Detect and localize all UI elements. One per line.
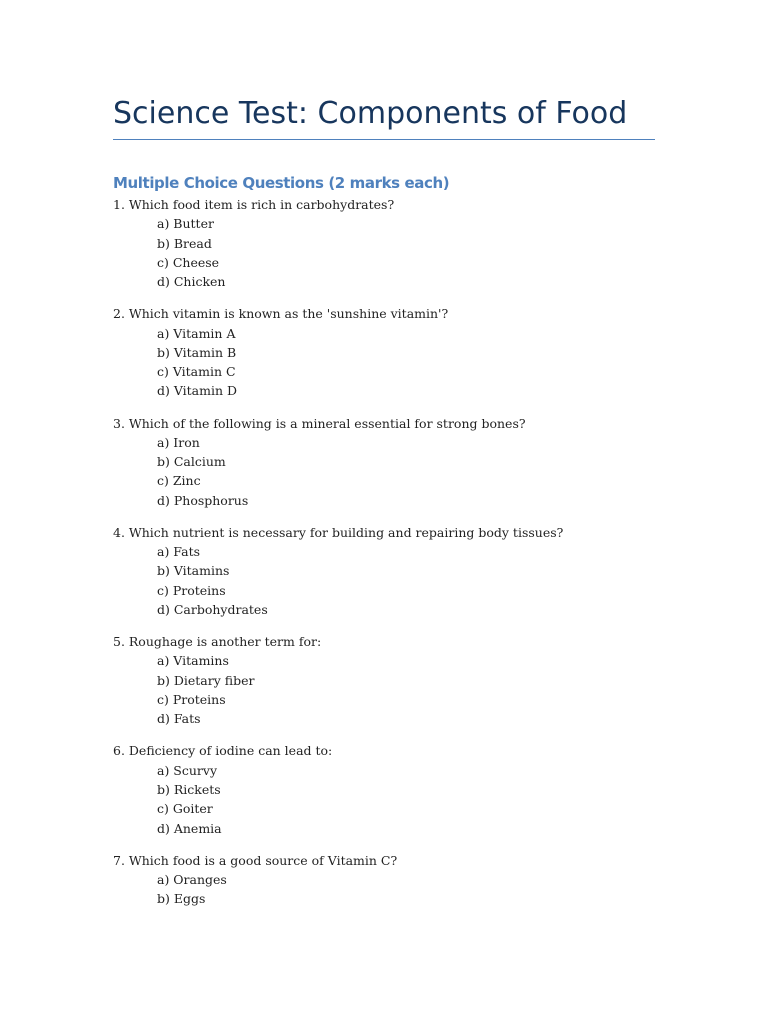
option-c: c) Proteins (157, 692, 226, 708)
option-b: b) Vitamin B (157, 344, 237, 360)
question-5 (113, 632, 673, 728)
option-list (157, 214, 673, 291)
option-d: d) Chicken (157, 274, 226, 290)
option-c: c) Proteins (157, 582, 226, 598)
option-b: b) Rickets (157, 782, 221, 797)
option-b: b) Dietary fiber (157, 672, 255, 688)
question-text: 4. Which nutrient is necessary for building and repairing body tissues? (113, 524, 564, 540)
option-a: a) Oranges (157, 871, 227, 887)
question-7 (113, 851, 673, 909)
option-a: a) Vitamins (157, 653, 229, 669)
option-a: a) Scurvy (157, 762, 218, 778)
option-c: c) Goiter (157, 801, 213, 817)
option-b: b) Calcium (157, 454, 226, 470)
question-text: 3. Which of the following is a mineral essential for strong bones? (113, 415, 526, 431)
question-6 (113, 741, 673, 837)
option-a: a) Butter (157, 216, 214, 232)
option-a: a) Iron (157, 434, 200, 450)
option-d: d) Vitamin D (157, 383, 238, 399)
option-d: d) Carbohydrates (157, 602, 268, 618)
question-2 (113, 304, 673, 400)
option-b: b) Bread (157, 235, 212, 251)
page-title: Science Test: Components of Food (113, 96, 628, 131)
question-4 (113, 523, 673, 619)
question-text: 2. Which vitamin is known as the 'sunshine vitamin'? (113, 306, 449, 322)
question-text: 1. Which food item is rich in carbohydrates? (113, 197, 395, 212)
option-d: d) Anemia (157, 820, 222, 836)
option-d: d) Fats (157, 711, 201, 727)
option-list (157, 433, 673, 510)
question-text: 7. Which food is a good source of Vitamin C? (113, 852, 398, 868)
option-list (157, 542, 673, 619)
option-a: a) Fats (157, 544, 201, 560)
option-c: c) Zinc (157, 473, 201, 489)
option-a: a) Vitamin A (157, 325, 236, 341)
title-divider (113, 139, 655, 140)
question-text: 6. Deficiency of iodine can lead to: (113, 743, 333, 759)
option-b: b) Vitamins (157, 563, 230, 579)
option-c: c) Cheese (157, 254, 220, 270)
option-list (157, 324, 673, 401)
question-3 (113, 414, 673, 510)
option-c: c) Vitamin C (157, 364, 236, 380)
question-text: 5. Roughage is another term for: (113, 634, 322, 650)
option-d: d) Phosphorus (157, 492, 249, 508)
section-heading: Multiple Choice Questions (2 marks each) (113, 174, 450, 192)
option-list (157, 870, 673, 909)
option-list (157, 651, 673, 728)
question-list (113, 195, 673, 921)
option-list (157, 761, 673, 838)
question-1 (113, 195, 673, 291)
option-b: b) Eggs (157, 891, 206, 907)
